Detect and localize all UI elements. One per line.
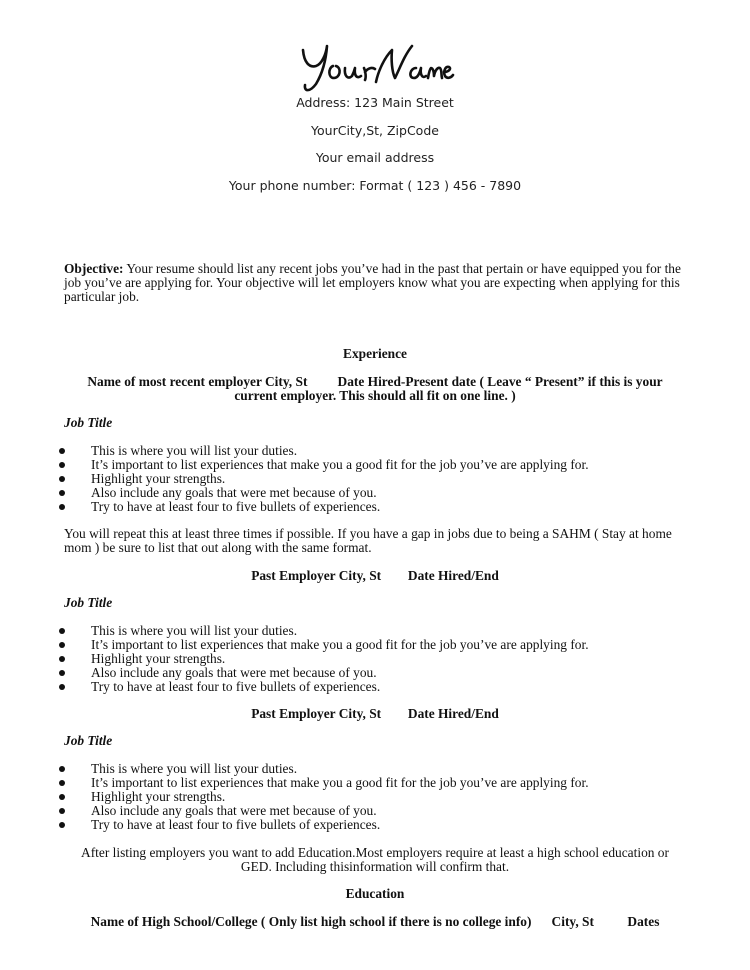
recent-employer-line: Name of most recent employer City, St Date Hired-Present date ( Leave “ Present” if this is your [87,374,663,389]
list-item: Highlight your strengths. [0,790,750,804]
duties-list [0,624,750,694]
list-item: Try to have at least four to five bullets of experiences. [0,680,750,694]
list-item: Also include any goals that were met because of you. [0,486,750,500]
bullet-icon [59,462,65,468]
bullet-icon [59,490,65,496]
list-item: Highlight your strengths. [0,652,750,666]
education-heading: Education [345,886,405,901]
address-line: Address: 123 Main Street [296,95,454,110]
list-item: Try to have at least four to five bullets of experiences. [0,500,750,514]
duties-list [0,762,750,832]
recent-employer-line-continued: current employer. This should all fit on one line. ) [234,388,516,403]
job-title: Job Title [64,733,113,748]
bullet-icon [59,642,65,648]
bullet-icon [59,794,65,800]
bullet-icon [59,684,65,690]
bullet-icon [59,766,65,772]
repeat-note: You will repeat this at least three times if possible. If you have a gap in jobs due to being a SAHM ( Stay at home mom ) be sure to list that out along with the same format. [64,526,672,555]
experience-heading: Experience [343,346,407,361]
bullet-icon [59,476,65,482]
list-item: It’s important to list experiences that make you a good fit for the job you’ve are applying for. [0,776,750,790]
job-title: Job Title [64,415,113,430]
bullet-icon [59,504,65,510]
education-intro-line: After listing employers you want to add Education.Most employers require at least a high school education or [81,845,669,860]
objective-label: Objective: [64,261,124,276]
objective-paragraph [64,262,689,304]
bullet-icon [59,656,65,662]
bullet-icon [59,808,65,814]
bullet-icon [59,780,65,786]
list-item: This is where you will list your duties. [0,624,750,638]
phone-line: Your phone number: Format ( 123 ) 456 - 7890 [228,178,522,193]
duties-list [0,444,750,514]
past-employer-line: Past Employer City, St Date Hired/End [251,706,499,721]
school-line: Name of High School/College ( Only list high school if there is no college info) City, St Dates [90,914,660,929]
objective-text: Your resume should list any recent jobs you’ve had in the past that pertain or have equipped you for the job you’ve are applying for. Your objective will let employers know what you are expecting when applying for this particular job. [64,261,681,304]
job-title: Job Title [64,595,113,610]
bullet-icon [59,670,65,676]
signature-logo [0,38,750,96]
list-item: Try to have at least four to five bullets of experiences. [0,818,750,832]
email-line: Your email address [315,150,435,165]
bullet-icon [59,822,65,828]
list-item: This is where you will list your duties. [0,444,750,458]
bullet-icon [59,448,65,454]
list-item: Also include any goals that were met because of you. [0,804,750,818]
list-item: It’s important to list experiences that make you a good fit for the job you’ve are applying for. [0,638,750,652]
list-item: Highlight your strengths. [0,472,750,486]
list-item: This is where you will list your duties. [0,762,750,776]
education-intro-line-continued: GED. Including thisinformation will confirm that. [240,859,510,874]
bullet-icon [59,628,65,634]
past-employer-line: Past Employer City, St Date Hired/End [251,568,499,583]
city-line: YourCity,St, ZipCode [311,123,439,138]
list-item: It’s important to list experiences that make you a good fit for the job you’ve are applying for. [0,458,750,472]
list-item: Also include any goals that were met because of you. [0,666,750,680]
